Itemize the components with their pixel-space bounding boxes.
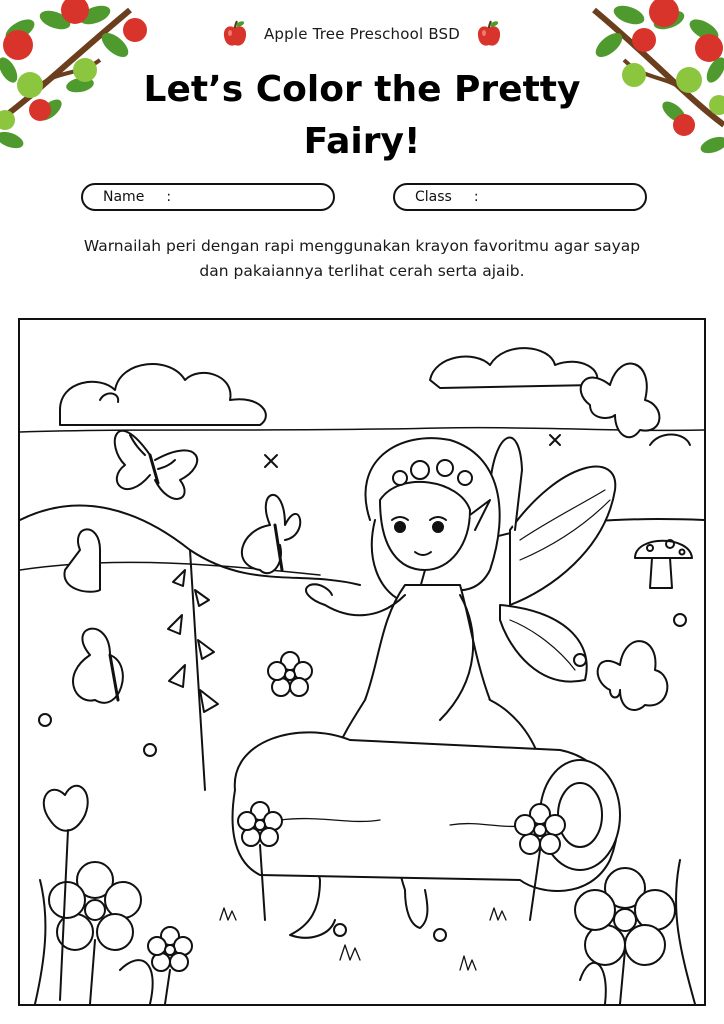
page-title: Let’s Color the Pretty Fairy! — [143, 69, 581, 162]
instruction-text: Warnailah peri dengan rapi menggunakan krayon favoritmu agar sayap dan pakaiannya terlihat cerah serta ajaib. — [83, 237, 641, 280]
name-label: Name — [103, 189, 145, 205]
coloring-picture-frame — [18, 318, 706, 1006]
school-header — [0, 18, 724, 50]
apple-icon — [220, 19, 250, 49]
name-field[interactable] — [81, 183, 335, 211]
class-label: Class — [415, 189, 452, 205]
fairy-coloring-illustration — [20, 320, 704, 1004]
name-separator: : — [166, 189, 172, 205]
class-separator: : — [473, 189, 479, 205]
apple-icon — [474, 19, 504, 49]
class-field[interactable] — [393, 183, 647, 211]
school-name: Apple Tree Preschool BSD — [263, 25, 461, 43]
